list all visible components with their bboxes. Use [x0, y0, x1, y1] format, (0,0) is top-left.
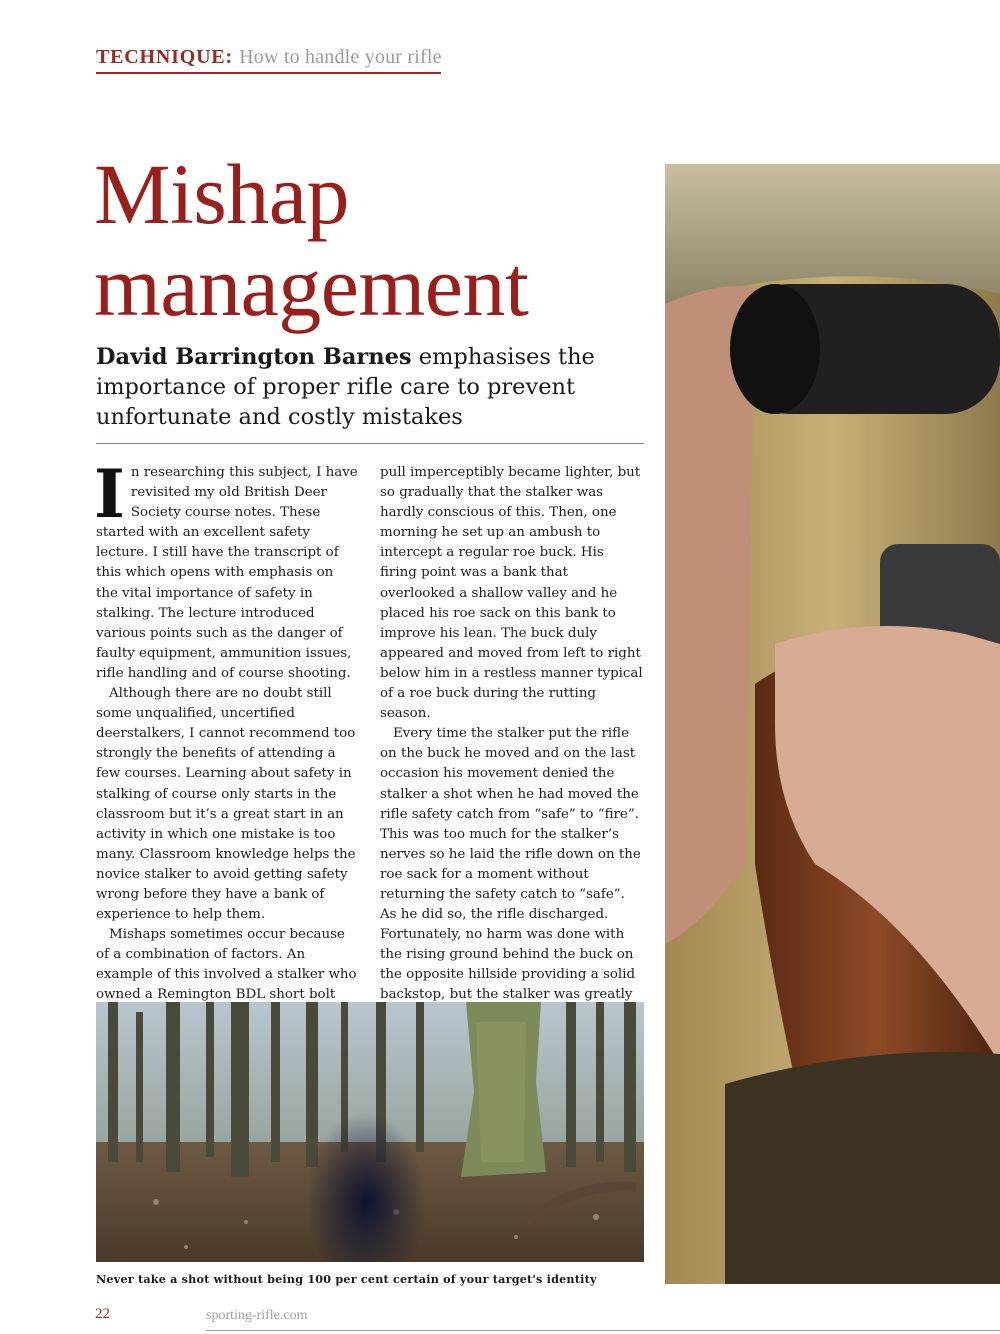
body-column-2 — [380, 463, 644, 1046]
page-number: 22 — [95, 1306, 110, 1322]
body-column-1 — [94, 455, 358, 1046]
section-label: TECHNIQUE: — [96, 46, 233, 68]
title-line-1: Mishap — [94, 146, 349, 242]
standfirst-text: emphasises the importance of proper rifle care to prevent unfortunate and costly mistakes — [96, 344, 595, 430]
standfirst-rule — [96, 443, 644, 444]
site-url: sporting-rifle.com — [206, 1308, 308, 1323]
paragraph-1-text: n researching this subject, I have revisited my old British Deer Society course notes. These started with an excellent safety lecture. I still have the transcript of this which opens with emphasis on the vital importance of safety in stalking. The lecture introduced various points such as the danger of faulty equipment, ammunition issues, rifle handling and of course shooting. — [96, 465, 358, 681]
title-line-2: management — [94, 238, 529, 334]
drop-cap: I — [94, 455, 125, 533]
paragraph-4: pull imperceptibly became lighter, but so gradually that the stalker was hardly conscious of this. Then, one morning he set up an ambush to intercept a regular roe buck. His firing point was a bank that overlooked a shallow valley and he placed his roe sack on this bank to improve his lean. The buck duly appeared and moved from left to right below him in a restless manner typical of a roe buck during the rutting season. — [380, 465, 643, 722]
article-title — [94, 148, 654, 332]
footer-rule — [206, 1330, 1000, 1331]
paragraph-1 — [94, 455, 358, 684]
section-header — [96, 44, 442, 70]
paragraph-3: Mishaps sometimes occur because of a combination of factors. An example of this involved a stalker who owned a Remington BDL short bolt — [96, 927, 357, 1003]
photo-caption: Never take a shot without being 100 per cent certain of your target's identity — [96, 1272, 597, 1286]
section-subtitle: How to handle your rifle — [239, 46, 442, 68]
paragraph-5: Every time the stalker put the rifle on the buck he moved and on the last occasion his movement denied the stalker a shot when he had moved the rifle safety catch from “safe” to “fire”. This was too much for the stalker’s nerves so he laid the rifle down on the roe sack for a moment without returning the safety catch to “safe”. As he did so, the rifle discharged. Fortunately, no harm was done with the rising ground behind the buck on the opposite hillside providing a solid backstop, but the stalker was greatly — [380, 726, 641, 1003]
standfirst — [96, 342, 646, 432]
paragraph-2: Although there are no doubt still some unqualified, uncertified deerstalkers, I cannot recommend too strongly the benefits of attending a few courses. Learning about safety in stalking of course only starts in the classroom but it’s a great start in an activity in which one mistake is too many. Classroom knowledge helps the novice stalker to avoid getting safety wrong before they have a bank of experience to help them. — [96, 686, 356, 923]
author-name: David Barrington Barnes — [96, 344, 412, 370]
header-rule — [96, 72, 441, 74]
rifle-photo — [665, 164, 1000, 1284]
woodland-photo — [96, 1002, 644, 1262]
